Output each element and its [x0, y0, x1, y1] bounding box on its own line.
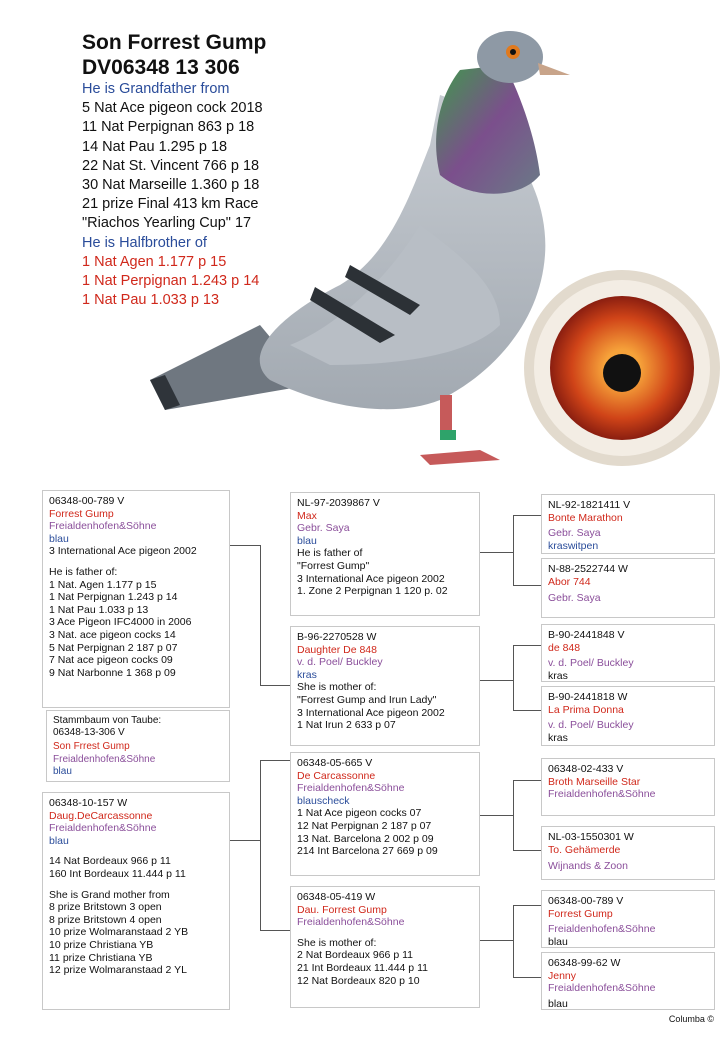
- ggp-card-6: [541, 826, 715, 880]
- connector-line: [513, 645, 514, 710]
- note-line: She is mother of:: [297, 936, 377, 949]
- note-line: 12 prize Wolmaranstaad 2 YL: [49, 964, 187, 977]
- breeder: Freialdenhofen&Söhne: [297, 782, 405, 795]
- breeder: v. d. Poel/ Buckley: [297, 656, 383, 669]
- connector-line: [230, 840, 260, 841]
- father-card: [42, 490, 230, 708]
- pigeon-name: Son Forrest Gump: [82, 31, 267, 54]
- ring-number: NL-03-1550301 W: [548, 831, 634, 843]
- fm-card: [290, 626, 480, 746]
- note-line: 1 Nat Irun 2 633 p 07: [297, 719, 396, 732]
- half-result-line: 1 Nat Pau 1.033 p 13: [82, 292, 220, 309]
- pigeon-ring: DV06348 13 306: [82, 56, 240, 79]
- note-line: 14 Nat Bordeaux 966 p 11: [49, 855, 171, 868]
- note-line: She is Grand mother from: [49, 888, 170, 901]
- connector-line: [513, 710, 541, 711]
- pigeon-photo: [140, 25, 570, 470]
- connector-line: [480, 680, 513, 681]
- color: blau: [49, 834, 69, 847]
- pigeon-name: Broth Marseille Star: [548, 775, 641, 788]
- note-line: 3 Nat. ace pigeon cocks 14: [49, 628, 176, 641]
- note-line: 8 prize Britstown 4 open: [49, 913, 162, 926]
- ring-number: 06348-99-62 W: [548, 957, 621, 969]
- pigeon-name: Bonte Marathon: [548, 511, 623, 524]
- connector-line: [513, 515, 541, 516]
- pigeon-name: Daug.DeCarcassonne: [49, 809, 153, 822]
- ring-number: NL-92-1821411 V: [548, 499, 631, 511]
- note-line: 11 prize Christiana YB: [49, 951, 153, 964]
- pigeon-name: de 848: [548, 641, 581, 654]
- color: blau: [548, 935, 568, 948]
- note-line: 1 Nat Pau 1.033 p 13: [49, 603, 149, 616]
- connector-line: [513, 905, 541, 906]
- connector-line: [480, 815, 513, 816]
- ring-number: B-90-2441818 W: [548, 691, 628, 703]
- halfbrother-heading: He is Halfbrother of: [82, 234, 207, 251]
- result-line: 21 prize Final 413 km Race: [82, 196, 259, 213]
- mm-card: [290, 886, 480, 1008]
- connector-line: [513, 905, 514, 977]
- note-line: He is father of: [297, 547, 363, 560]
- color: kras: [548, 669, 568, 682]
- ggp-card-3: [541, 624, 715, 682]
- ring-number: NL-97-2039867 V: [297, 497, 380, 509]
- ggp-card-2: [541, 558, 715, 618]
- connector-line: [513, 515, 514, 585]
- note-line: 3 International Ace pigeon 2002: [49, 545, 197, 558]
- result-line: 22 Nat St. Vincent 766 p 18: [82, 157, 260, 174]
- connector-line: [260, 685, 290, 686]
- color: blauscheck: [297, 794, 350, 807]
- ring-number: B-90-2441848 V: [548, 629, 625, 641]
- connector-line: [260, 545, 261, 685]
- connector-line: [260, 760, 290, 761]
- breeder: Freialdenhofen&Söhne: [548, 788, 656, 801]
- note-line: 9 Nat Narbonne 1 368 p 09: [49, 666, 176, 679]
- note-line: 1. Zone 2 Perpignan 1 120 p. 02: [297, 585, 448, 598]
- result-line: 14 Nat Pau 1.295 p 18: [82, 138, 228, 155]
- breeder: Gebr. Saya: [548, 527, 601, 540]
- pigeon-name: Forrest Gump: [49, 507, 114, 520]
- ggp-card-8: [541, 952, 715, 1010]
- note-line: 3 International Ace pigeon 2002: [297, 706, 445, 719]
- note-line: 1 Nat. Agen 1.177 p 15: [49, 578, 157, 591]
- connector-line: [260, 930, 290, 931]
- connector-line: [260, 760, 261, 930]
- note-line: 8 prize Britstown 3 open: [49, 901, 162, 914]
- pigeon-name: Dau. Forrest Gump: [297, 903, 387, 916]
- note-line: He is father of:: [49, 565, 118, 578]
- pedigree-label: Stammbaum von Taube:: [53, 715, 162, 726]
- connector-line: [513, 780, 541, 781]
- breeder: Freialdenhofen&Söhne: [548, 982, 656, 995]
- ring-number: N-88-2522744 W: [548, 563, 628, 575]
- half-result-line: 1 Nat Perpignan 1.243 p 14: [82, 273, 260, 290]
- ring-number: B-96-2270528 W: [297, 631, 377, 643]
- connector-line: [480, 552, 513, 553]
- pigeon-name: Jenny: [548, 969, 577, 982]
- pigeon-name: De Carcassonne: [297, 769, 376, 782]
- subject-card: [46, 710, 230, 782]
- ggp-card-5: [541, 758, 715, 816]
- breeder: Freialdenhofen&Söhne: [49, 520, 157, 533]
- breeder: Gebr. Saya: [548, 592, 601, 605]
- breeder: Gebr. Saya: [297, 522, 350, 535]
- copyright-footer: Columba ©: [668, 1014, 714, 1024]
- ring-number: 06348-00-789 V: [49, 495, 125, 507]
- result-line: "Riachos Yearling Cup" 17: [82, 215, 252, 232]
- note-line: 7 Nat ace pigeon cocks 09: [49, 654, 173, 667]
- mf-card: [290, 752, 480, 876]
- pigeon-name: Max: [297, 509, 317, 522]
- ff-card: [290, 492, 480, 616]
- color: blau: [297, 534, 317, 547]
- note-line: 5 Nat Perpignan 2 187 p 07: [49, 641, 178, 654]
- pigeon-eye-photo: [522, 268, 722, 468]
- note-line: 10 prize Christiana YB: [49, 938, 154, 951]
- ring-number: 06348-05-419 W: [297, 891, 376, 903]
- pigeon-name: Daughter De 848: [297, 643, 377, 656]
- note-line: 2 Nat Bordeaux 966 p 11: [297, 949, 413, 962]
- connector-line: [480, 940, 513, 941]
- breeder: Freialdenhofen&Söhne: [53, 753, 156, 765]
- note-line: 160 Int Bordeaux 11.444 p 11: [49, 867, 186, 880]
- pigeon-name: Forrest Gump: [548, 907, 613, 920]
- note-line: 13 Nat. Barcelona 2 002 p 09: [297, 832, 434, 845]
- breeder: v. d. Poel/ Buckley: [548, 719, 634, 732]
- note-line: 3 Ace Pigeon IFC4000 in 2006: [49, 616, 192, 629]
- pigeon-name: La Prima Donna: [548, 703, 624, 716]
- half-result-line: 1 Nat Agen 1.177 p 15: [82, 253, 227, 270]
- pigeon-name: Abor 744: [548, 575, 591, 588]
- color: blau: [548, 997, 568, 1010]
- grandfather-heading: He is Grandfather from: [82, 81, 230, 97]
- color: blau: [49, 532, 69, 545]
- connector-line: [513, 585, 541, 586]
- note-line: She is mother of:: [297, 681, 377, 694]
- breeder: Freialdenhofen&Söhne: [297, 916, 405, 929]
- note-line: 10 prize Wolmaranstaad 2 YB: [49, 926, 189, 939]
- ggp-card-1: [541, 494, 715, 554]
- ring-number: 06348-10-157 W: [49, 797, 128, 809]
- ring-number: 06348-02-433 V: [548, 763, 624, 775]
- mother-card: [42, 792, 230, 1010]
- note-line: 214 Int Barcelona 27 669 p 09: [297, 845, 438, 858]
- breeder: Wijnands & Zoon: [548, 860, 628, 873]
- result-line: 11 Nat Perpignan 863 p 18: [82, 119, 255, 136]
- color: blau: [53, 765, 72, 777]
- pigeon-name: To. Gehämerde: [548, 843, 621, 856]
- color: kras: [297, 668, 317, 681]
- connector-line: [230, 545, 260, 546]
- breeder: Freialdenhofen&Söhne: [49, 822, 157, 835]
- ggp-card-4: [541, 686, 715, 746]
- result-line: 5 Nat Ace pigeon cock 2018: [82, 100, 263, 117]
- connector-line: [513, 645, 541, 646]
- ring-number: 06348-05-665 V: [297, 757, 373, 769]
- note-line: 12 Nat Perpignan 2 187 p 07: [297, 819, 432, 832]
- note-line: 12 Nat Bordeaux 820 p 10: [297, 974, 420, 987]
- pigeon-name: Son Frrest Gump: [53, 741, 130, 753]
- result-line: 30 Nat Marseille 1.360 p 18: [82, 177, 260, 194]
- connector-line: [513, 977, 541, 978]
- note-line: "Forrest Gump": [297, 559, 370, 572]
- ring-number: 06348-13-306 V: [53, 727, 125, 739]
- ggp-card-7: [541, 890, 715, 948]
- breeder: v. d. Poel/ Buckley: [548, 657, 634, 670]
- note-line: 3 International Ace pigeon 2002: [297, 572, 445, 585]
- color: kraswitpen: [548, 539, 599, 552]
- note-line: "Forrest Gump and Irun Lady": [297, 693, 437, 706]
- connector-line: [513, 780, 514, 850]
- note-line: 1 Nat Perpignan 1.243 p 14: [49, 591, 178, 604]
- ring-number: 06348-00-789 V: [548, 895, 624, 907]
- note-line: 21 Int Bordeaux 11.444 p 11: [297, 961, 428, 974]
- note-line: 1 Nat Ace pigeon cocks 07: [297, 807, 422, 820]
- color: kras: [548, 731, 568, 744]
- breeder: Freialdenhofen&Söhne: [548, 923, 656, 936]
- connector-line: [513, 850, 541, 851]
